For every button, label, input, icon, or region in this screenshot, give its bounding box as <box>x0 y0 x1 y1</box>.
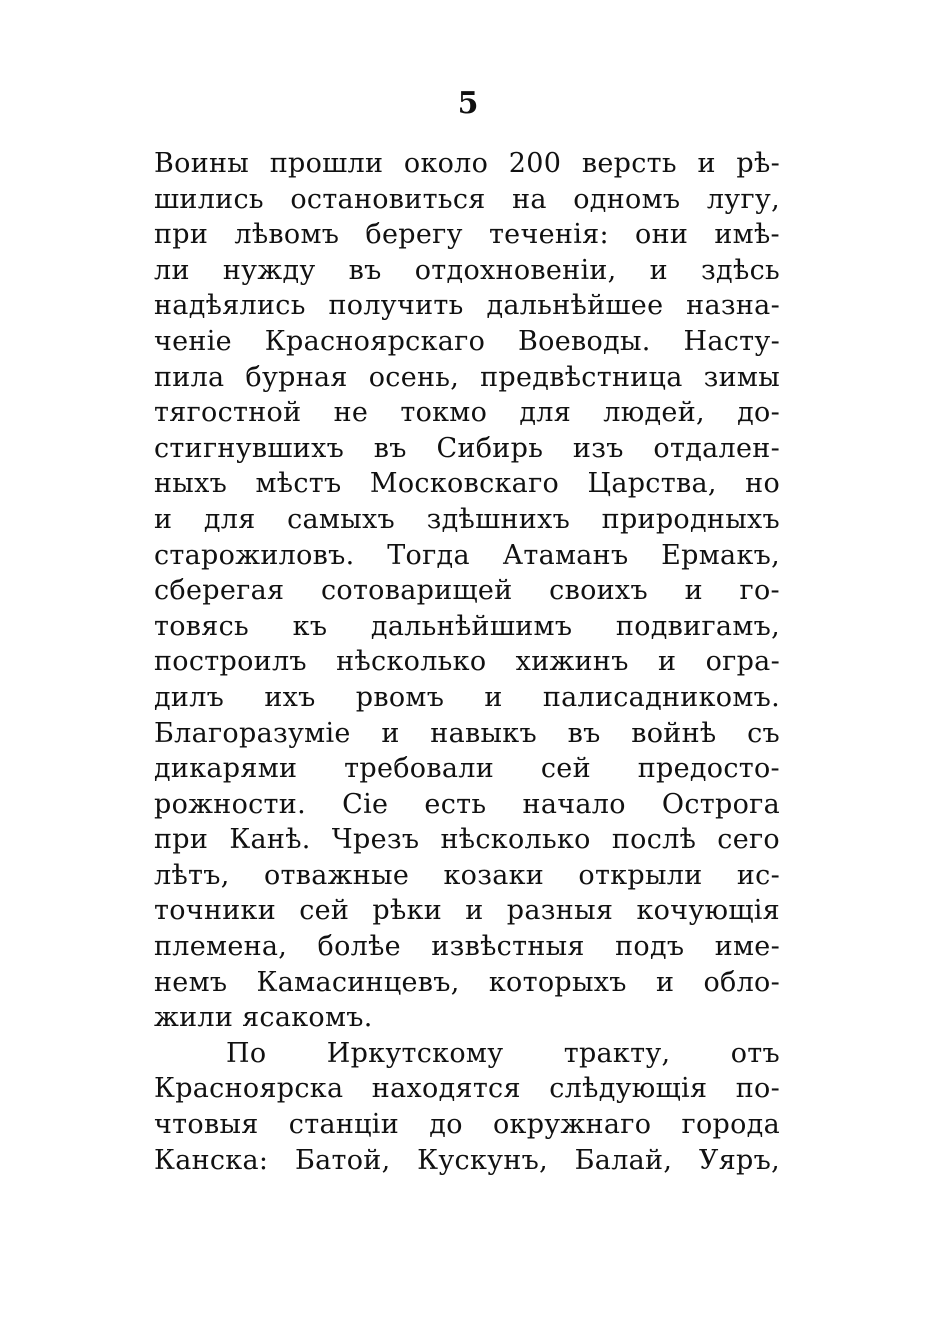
text-line: Красноярска находятся слѣдующія по- <box>154 1073 780 1105</box>
text-line: и для самыхъ здѣшнихъ природныхъ <box>154 503 780 535</box>
text-line: при лѣвомъ берегу теченія: они имѣ- <box>154 219 780 251</box>
text-block <box>154 146 780 1178</box>
text-line: точники сей рѣки и разныя кочующія <box>154 895 780 927</box>
text-line: рожности. Сіе есть начало Острога <box>154 788 780 820</box>
text-line: немъ Камасинцевъ, которыхъ и обло- <box>154 966 780 998</box>
text-line: пила бурная осень, предвѣстница зимы <box>154 361 780 393</box>
text-line: чтовыя станціи до окружнаго города <box>154 1109 780 1141</box>
text-line: Благоразуміе и навыкъ въ войнѣ съ <box>154 717 780 749</box>
text-line: ченіе Красноярскаго Воеводы. Насту- <box>154 325 780 357</box>
text-line: ли нужду въ отдохновеніи, и здѣсь <box>154 254 780 286</box>
text-line: товясь къ дальнѣйшимъ подвигамъ, <box>154 610 780 642</box>
paragraph-2 <box>154 1036 780 1178</box>
text-line: племена, болѣе извѣстныя подъ име- <box>154 931 780 963</box>
text-line: построилъ нѣсколько хижинъ и огра- <box>154 646 780 678</box>
text-line: ныхъ мѣстъ Московскаго Царства, но <box>154 468 780 500</box>
text-line: лѣтъ, отважные козаки открыли ис- <box>154 859 780 891</box>
text-line: старожиловъ. Тогда Атаманъ Ермакъ, <box>154 539 780 571</box>
paragraph-1 <box>154 146 780 1036</box>
text-line: при Канѣ. Чрезъ нѣсколько послѣ сего <box>154 824 780 856</box>
text-line: стигнувшихъ въ Сибирь изъ отдален- <box>154 432 780 464</box>
text-line: дилъ ихъ рвомъ и палисадникомъ. <box>154 681 780 713</box>
text-line: Воины прошли около 200 версть и рѣ- <box>154 148 780 179</box>
text-line: шились остановиться на одномъ лугу, <box>154 183 780 215</box>
text-line: Канска: Батой, Кускунъ, Балай, Уяръ, <box>154 1144 780 1176</box>
text-line: сберегая сотоварищей своихъ и го- <box>154 575 780 607</box>
page-number: 5 <box>457 86 479 121</box>
text-line: По Иркутскому тракту, отъ <box>226 1037 780 1069</box>
text-line: надѣялись получить дальнѣйшее назна- <box>154 290 780 322</box>
text-line: тягостной не токмо для людей, до- <box>154 397 780 429</box>
text-line: дикарями требовали сей предосто- <box>154 753 780 785</box>
text-line: жили ясакомъ. <box>154 1002 373 1034</box>
